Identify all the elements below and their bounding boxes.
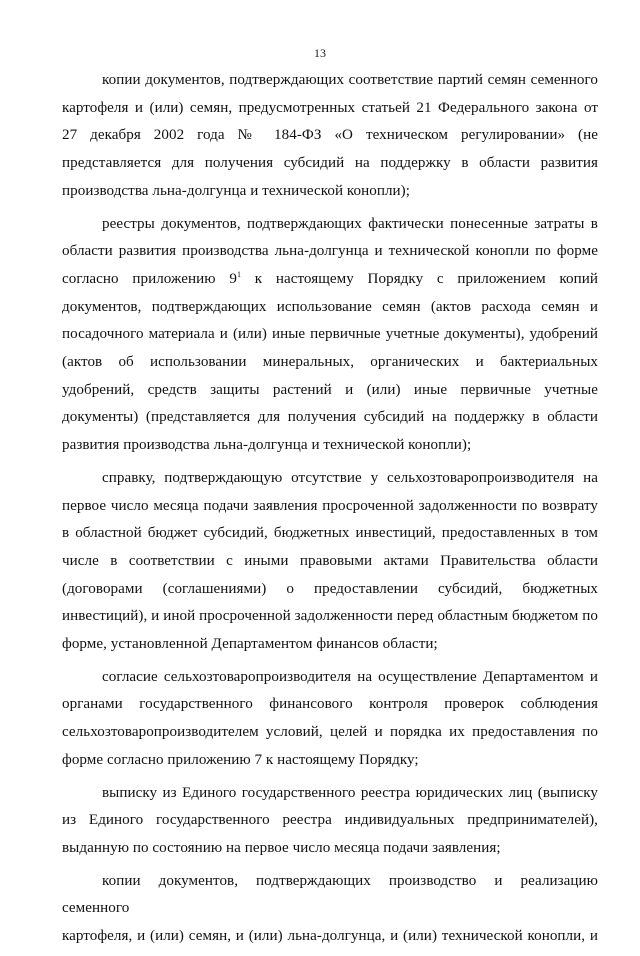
text-line: выданную по состоянию на первое число месяца подачи заявления;: [62, 839, 501, 856]
text-line: сельхозтоваропроизводителем условий, целей и порядка их предоставления по: [62, 724, 598, 741]
text-line: согласие сельхозтоваропроизводителя на осуществление Департаментом и: [102, 668, 598, 685]
text-line: форме, установленной Департаментом финансов области;: [62, 636, 438, 653]
text-line: области развития производства льна-долгунца и технической конопли по форме: [62, 243, 598, 260]
text-line: справку, подтверждающую отсутствие у сельхозтоваропроизводителя на: [102, 469, 598, 486]
paragraph-registry-extract: [62, 780, 598, 863]
text-line: документов, подтверждающих использование семян (актов расхода семян и: [62, 298, 598, 315]
text-line: из Единого государственного реестра индивидуальных предпринимателей),: [62, 812, 598, 829]
text-line: форме согласно приложению 7 к настоящему Порядку;: [62, 751, 419, 768]
page-number: 13: [314, 46, 326, 60]
text-line: (договорами (соглашениями) о предоставлении субсидий, бюджетных: [62, 580, 598, 597]
text-line: в областной бюджет субсидий, бюджетных инвестиций, предоставленных в том: [62, 525, 598, 542]
text-line: 27 декабря 2002 года № 184-ФЗ «О техническом регулировании» (не: [62, 127, 598, 144]
paragraph-consent: [62, 664, 598, 775]
text-line: картофеля и (или) семян, предусмотренных статьей 21 Федерального закона от: [62, 99, 598, 116]
text-line: инвестиций), и иной просроченной задолженности перед областным бюджетом по: [62, 608, 598, 625]
text-line: (актов об использовании минеральных, органических и бактериальных: [62, 354, 598, 371]
text-line: органами государственного финансового контроля проверок соблюдения: [62, 696, 598, 713]
text-line: посадочного материала и (или) иные первичные учетные документы), удобрений: [62, 326, 598, 343]
text-line: картофеля, и (или) семян, и (или) льна-долгунца, и (или) технической конопли, и: [62, 928, 598, 945]
document-body: [62, 67, 598, 956]
text-line: числе в соответствии с иными правовыми актами Правительства области: [62, 552, 598, 569]
paragraph-no-debt-certificate: [62, 465, 598, 659]
paragraph-seed-copies: [62, 67, 598, 206]
text-line: копии документов, подтверждающих производство и реализацию семенного: [62, 872, 598, 917]
text-line: первое число месяца подачи заявления просроченной задолженности по возврату: [62, 497, 598, 514]
paragraph-production-copies: [62, 868, 598, 951]
text-line: документы) (представляется для получения субсидий на поддержку в области: [62, 409, 598, 426]
text-line: развития производства льна-долгунца и технической конопли);: [62, 437, 472, 454]
superscript: 1: [236, 269, 241, 279]
text-line: [62, 266, 598, 294]
text-line: реестры документов, подтверждающих фактически понесенные затраты в: [102, 215, 598, 232]
paragraph-expense-registers: [62, 211, 598, 460]
text-fragment: к настоящему Порядку с приложением копий: [241, 270, 598, 287]
text-line: удобрений, средств защиты растений и (или) иные первичные учетные: [62, 381, 598, 398]
text-line: производства льна-долгунца и технической конопли);: [62, 182, 410, 199]
text-fragment: согласно приложению 9: [62, 270, 237, 287]
text-line: представляется для получения субсидий на поддержку в области развития: [62, 155, 598, 172]
text-line: копии документов, подтверждающих соответствие партий семян семенного: [102, 72, 598, 88]
text-line: выписку из Единого государственного реестра юридических лиц (выписку: [102, 784, 598, 801]
